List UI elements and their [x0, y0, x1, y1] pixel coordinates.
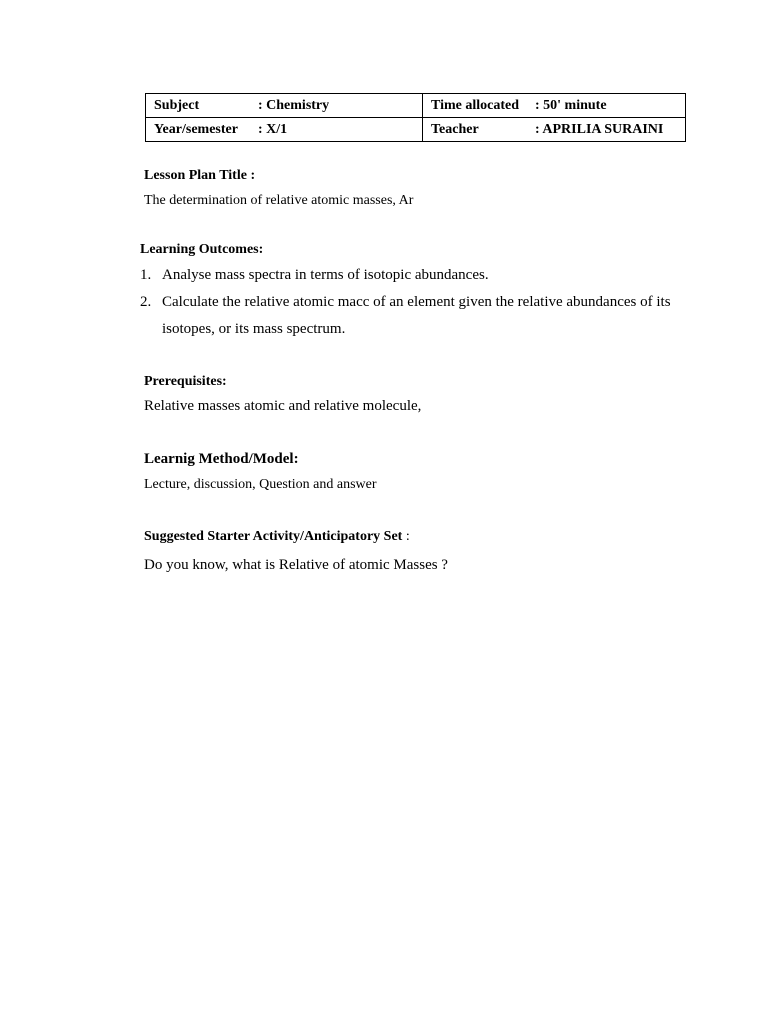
time-allocated-cell [423, 94, 686, 118]
outcome-number: 1. [140, 267, 152, 283]
year-semester-label: Year/semester [154, 121, 238, 137]
outcome-number: 2. [140, 294, 152, 310]
outcome-continuation: isotopes, or its mass spectrum. [162, 321, 346, 337]
starter-heading: Suggested Starter Activity/Anticipatory Set [144, 529, 403, 544]
method-text: Lecture, discussion, Question and answer [144, 477, 377, 492]
outcome-text: Analyse mass spectra in terms of isotopic abundances. [162, 267, 489, 283]
prerequisites-text: Relative masses atomic and relative molecule, [144, 398, 422, 414]
lesson-plan-title-heading: Lesson Plan Title : [144, 168, 256, 183]
table-row [146, 118, 686, 142]
outcome-text: Calculate the relative atomic macc of an element given the relative abundances of its [162, 294, 671, 310]
prerequisites-heading: Prerequisites: [144, 374, 227, 389]
list-item [140, 294, 671, 311]
learning-outcomes-heading: Learning Outcomes: [140, 242, 264, 257]
time-allocated-label: Time allocated [431, 97, 520, 113]
starter-heading-line [144, 529, 410, 545]
starter-text: Do you know, what is Relative of atomic Masses ? [144, 557, 448, 573]
starter-heading-suffix: : [402, 529, 410, 544]
year-semester-value: : X/1 [258, 121, 288, 137]
table-row [146, 94, 686, 118]
teacher-cell [423, 118, 686, 142]
teacher-label: Teacher [431, 121, 479, 137]
method-heading: Learnig Method/Model: [144, 451, 299, 467]
time-allocated-value: : 50' minute [535, 97, 607, 113]
lesson-plan-title-text: The determination of relative atomic masses, Ar [144, 193, 414, 208]
subject-value: : Chemistry [258, 97, 330, 113]
list-item [140, 267, 489, 284]
subject-cell [146, 94, 423, 118]
lesson-info-table [145, 93, 686, 142]
subject-label: Subject [154, 97, 200, 113]
teacher-value: : APRILIA SURAINI [535, 121, 664, 137]
year-semester-cell [146, 118, 423, 142]
